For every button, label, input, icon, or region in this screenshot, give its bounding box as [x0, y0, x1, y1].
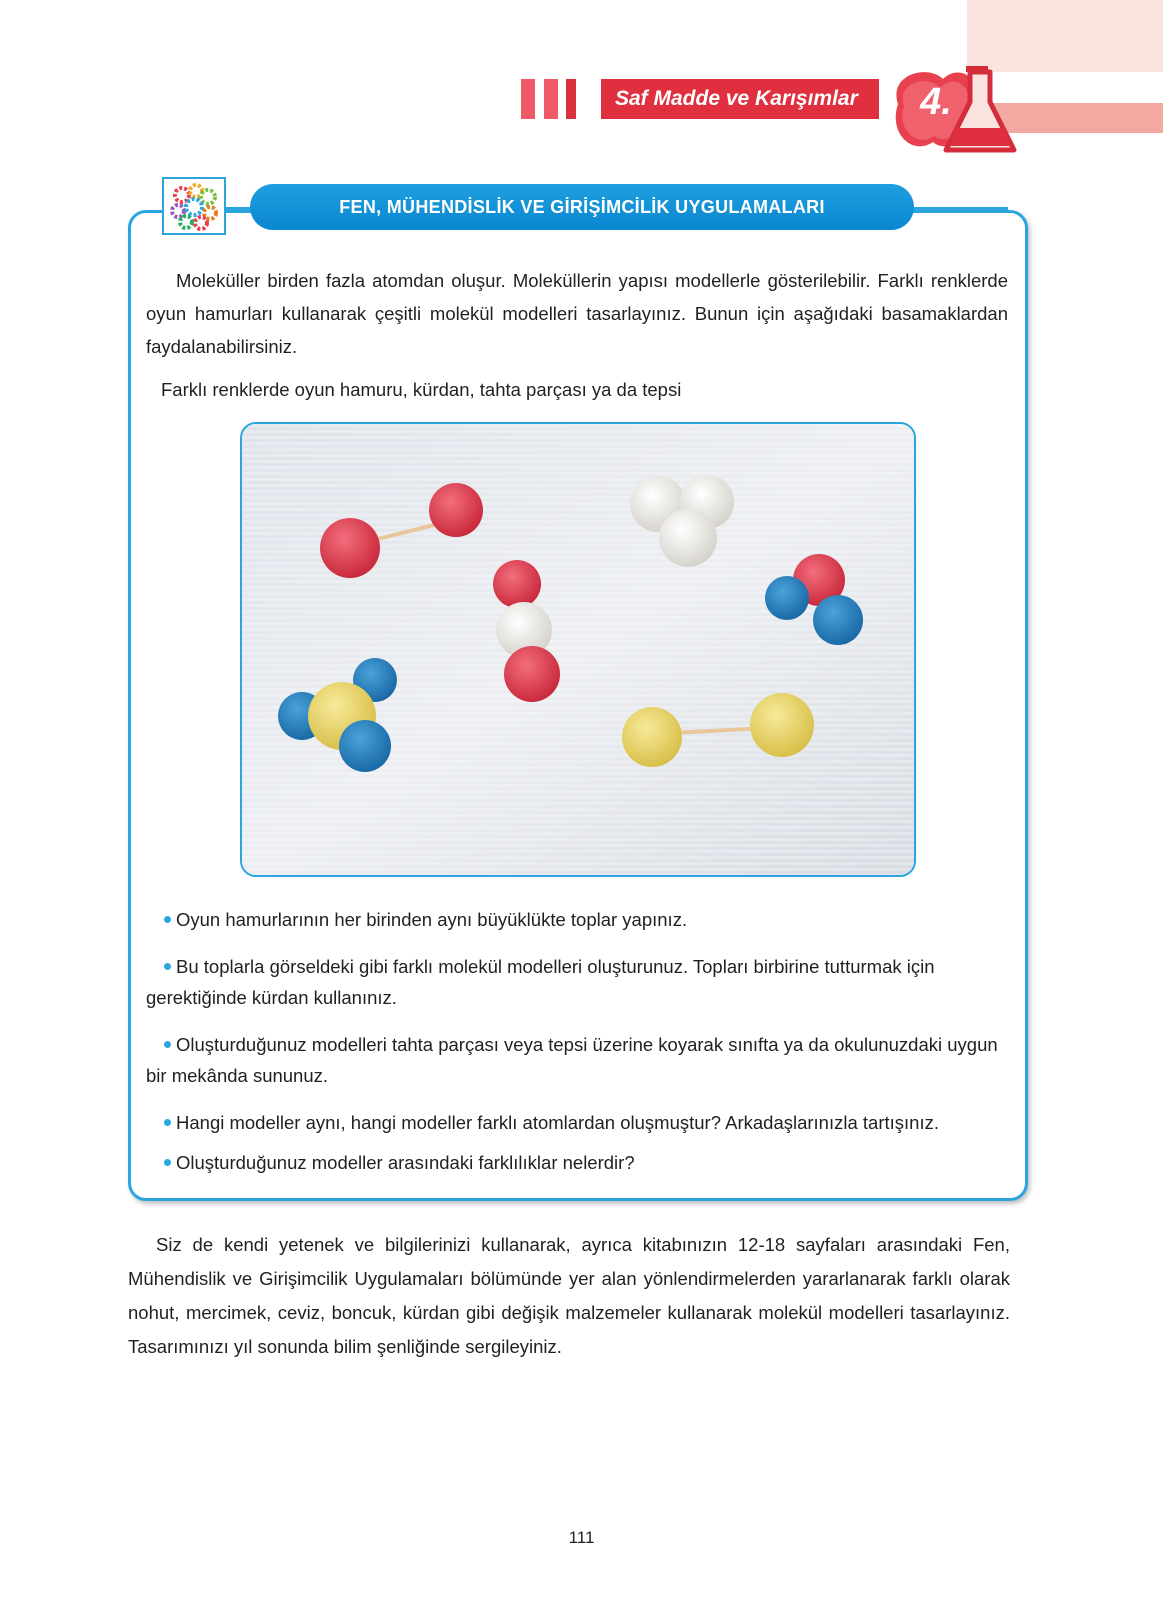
step-item: [146, 904, 1006, 935]
step-item: [146, 951, 1006, 1013]
chapter-number: 4.: [920, 81, 952, 123]
step-item: [146, 1147, 1006, 1178]
materials-text: Farklı renklerde oyun hamuru, kürdan, tahta parçası ya da tepsi: [161, 379, 682, 400]
step-text: Oyun hamurlarının her birinden aynı büyüklükte toplar yapınız.: [176, 909, 688, 930]
step-text: Oluşturduğunuz modeller arasındaki farklılıklar nelerdir?: [176, 1152, 635, 1173]
bullet-icon: [164, 1041, 171, 1048]
bullet-icon: [164, 1119, 171, 1126]
section-title: FEN, MÜHENDİSLİK VE GİRİŞİMCİLİK UYGULAMALARI: [250, 184, 914, 230]
chapter-title: Saf Madde ve Karışımlar: [601, 79, 879, 119]
steps-list: [146, 904, 1006, 1194]
header-bar-2: [544, 79, 558, 119]
step-text: Bu toplarla görseldeki gibi farklı molekül modelleri oluşturunuz. Topları birbirine tutturmak için gerektiğinde kürdan kullanınız.: [146, 956, 935, 1008]
header-line-right: [912, 207, 1008, 210]
intro-text: [146, 264, 1008, 363]
gears-icon: [162, 177, 226, 235]
header-bar-1: [521, 79, 535, 119]
step-text: Hangi modeller aynı, hangi modeller farklı atomlardan oluşmuştur? Arkadaşlarınızla tartışınız.: [176, 1112, 939, 1133]
corner-decoration: [967, 0, 1163, 72]
page-number: 111: [568, 1528, 595, 1547]
header-bar-3: [566, 79, 576, 119]
bullet-icon: [164, 1159, 171, 1166]
step-item: [146, 1029, 1006, 1091]
molecule-models-photo: [240, 422, 916, 877]
step-item: [146, 1107, 1006, 1138]
closing-paragraph: Siz de kendi yetenek ve bilgilerinizi kullanarak, ayrıca kitabınızın 12-18 sayfaları arasındaki Fen, Mühendislik ve Girişimcilik Uygulamaları bölümünde yer alan yönlendirmelerden yararlanarak farklı olarak nohut, mercimek, ceviz, boncuk, kürdan gibi değişik malzemeler kullanarak molekül modelleri tasarlayınız. Tasarımınızı yıl sonunda bilim şenliğinde sergileyiniz.: [128, 1234, 1010, 1357]
intro-paragraph: Moleküller birden fazla atomdan oluşur. Moleküllerin yapısı modellerle gösterilebilir. Farklı renklerde oyun hamurları kullanarak çeşitli molekül modelleri tasarlayınız. Bunun için aşağıdaki basamaklardan faydalanabilirsiniz.: [146, 270, 1008, 357]
bullet-icon: [164, 916, 171, 923]
bullet-icon: [164, 963, 171, 970]
header-line-left: [226, 207, 252, 210]
step-text: Oluşturduğunuz modelleri tahta parçası veya tepsi üzerine koyarak sınıfta ya da okulunuzdaki uygun bir mekânda sununuz.: [146, 1034, 998, 1086]
